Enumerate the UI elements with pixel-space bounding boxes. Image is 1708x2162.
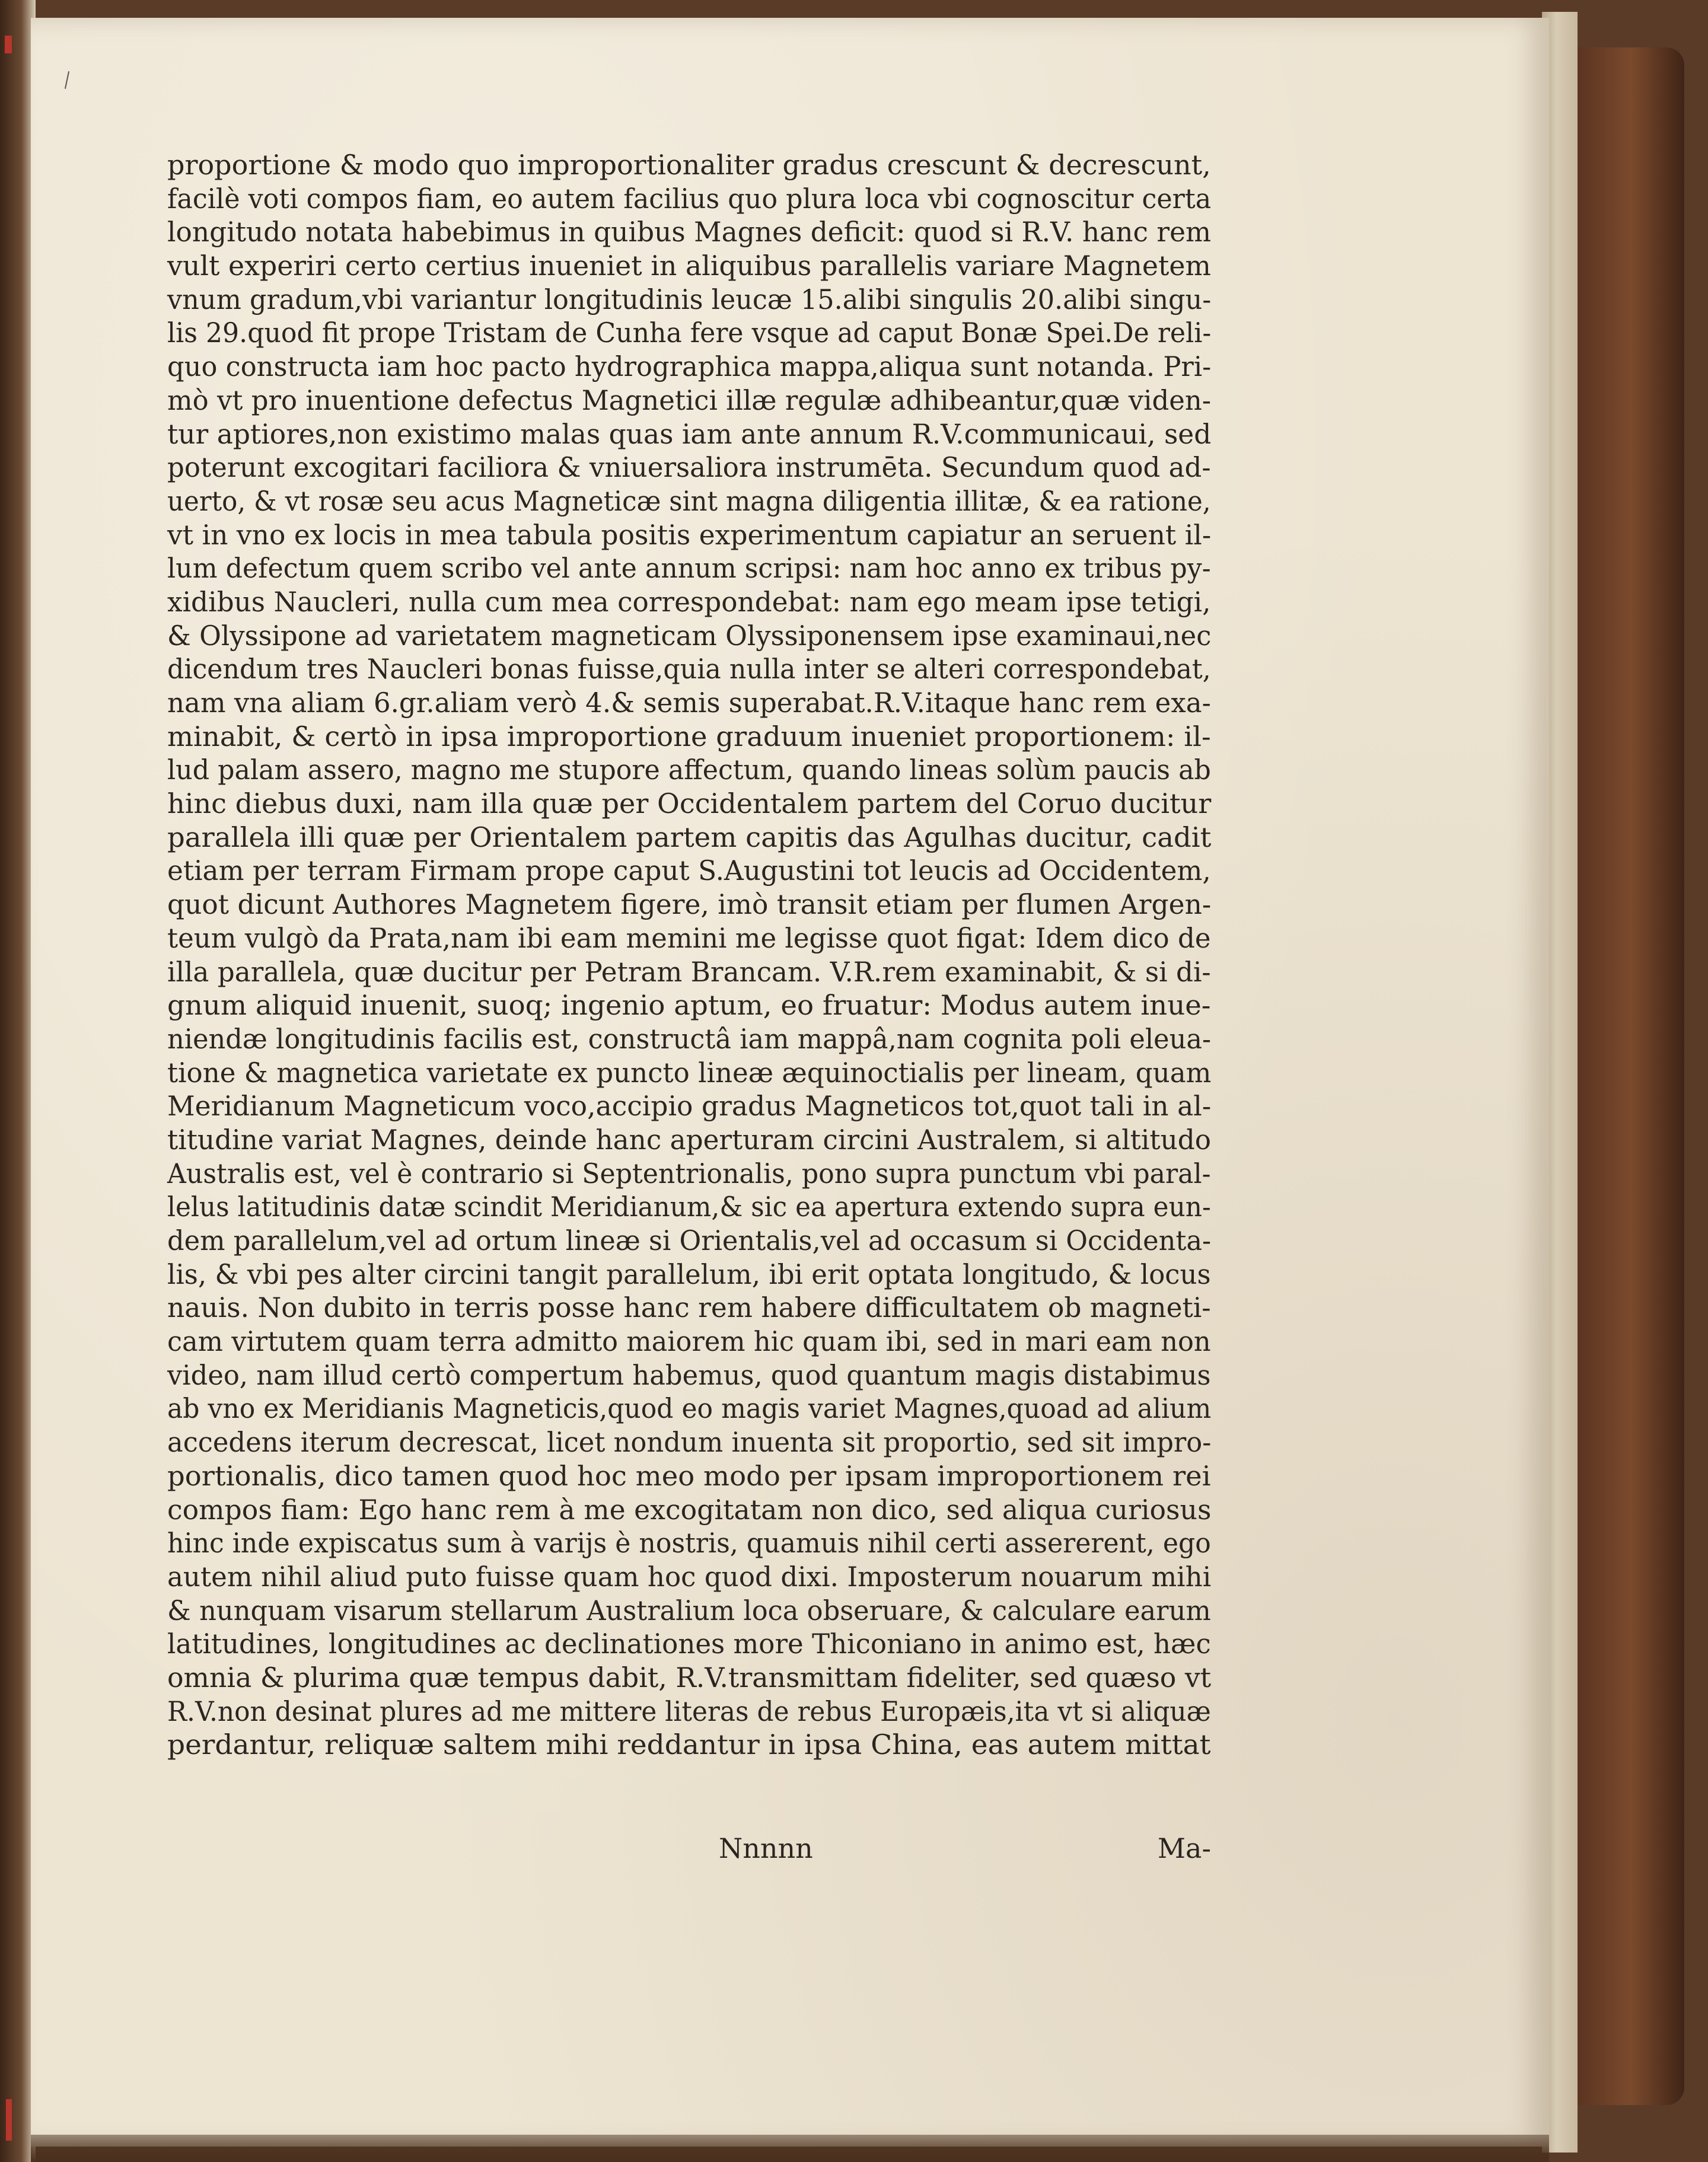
text-line: vt in vno ex locis in mea tabula positis experimentum capiatur an seruent il- [167,518,1212,551]
text-line: quot dicunt Authores Magnetem figere, imò transit etiam per flumen Argen- [167,888,1212,921]
page-bottom-shadow [31,2135,1549,2162]
text-line: illa parallela, quæ ducitur per Petram Brancam. V.R.rem examinabit, & si di- [167,955,1211,988]
text-line: ab vno ex Meridianis Magneticis,quod eo magis variet Magnes,quoad ad alium [167,1392,1212,1425]
text-line: R.V.non desinat plures ad me mittere literas de rebus Europæis,ita vt si aliquæ [167,1695,1211,1727]
text-line: accedens iterum decrescat, licet nondum inuenta sit proportio, sed sit impro- [167,1426,1212,1459]
text-line: poterunt excogitari faciliora & vniuersaliora instrumēta. Secundum quod ad- [167,451,1211,484]
ribbon-marker-bottom [6,2099,12,2141]
page-footer [167,1832,1211,1868]
text-line: video, nam illud certò compertum habemus, quod quantum magis distabimus [167,1359,1211,1391]
text-line: tur aptiores,non existimo malas quas iam ante annum R.V.communicaui, sed [167,417,1212,450]
text-line: hinc inde expiscatus sum à varijs è nostris, quamuis nihil certi assererent, ego [167,1527,1211,1560]
catchword: Ma- [1157,1832,1211,1864]
text-line: titudine variat Magnes, deinde hanc aperturam circini Australem, si altitudo [167,1123,1212,1156]
text-line: & nunquam visarum stellarum Australium loca obseruare, & calculare earum [167,1594,1211,1627]
text-line: lis, & vbi pes alter circini tangit parallelum, ibi erit optata longitudo, & locus [167,1258,1211,1290]
text-line: dicendum tres Naucleri bonas fuisse,quia nulla inter se alteri correspondebat, [167,653,1211,685]
text-line: perdantur, reliquæ saltem mihi reddantur in ipsa China, eas autem mittat [167,1729,1211,1761]
text-line: nam vna aliam 6.gr.aliam verò 4.& semis superabat.R.V.itaque hanc rem exa- [167,687,1211,719]
text-line: longitudo notata habebimus in quibus Magnes deficit: quod si R.V. hanc rem [167,216,1212,248]
binding-edge [0,0,36,2162]
text-line: vult experiri certo certius inueniet in aliquibus parallelis variare Magnetem [167,250,1211,282]
text-line: mò vt pro inuentione defectus Magnetici illæ regulæ adhibeantur,quæ viden- [167,384,1212,416]
text-line: proportione & modo quo improportionaliter gradus crescunt & decrescunt, [167,149,1211,181]
text-line: etiam per terram Firmam prope caput S.Augustini tot leucis ad Occidentem, [167,854,1211,887]
text-line: cam virtutem quam terra admitto maiorem hic quam ibi, sed in mari eam non [167,1325,1211,1358]
signature-mark: Nnnnn [719,1832,813,1864]
text-line: gnum aliquid inuenit, suoq; ingenio aptum, eo fruatur: Modus autem inue- [167,989,1211,1022]
text-line: autem nihil aliud puto fuisse quam hoc quod dixi. Imposterum nouarum mihi [167,1560,1212,1593]
text-line: lelus latitudinis datæ scindit Meridianum,& sic ea apertura extendo supra eun- [167,1191,1211,1223]
text-line: portionalis, dico tamen quod hoc meo modo per ipsam improportionem rei [167,1459,1211,1492]
text-line: Australis est, vel è contrario si Septentrionalis, pono supra punctum vbi paral- [167,1157,1211,1190]
text-line: lis 29.quod fit prope Tristam de Cunha fere vsque ad caput Bonæ Spei.De reli- [167,317,1212,349]
text-line: hinc diebus duxi, nam illa quæ per Occidentalem partem del Coruo ducitur [167,787,1212,820]
text-line: dem parallelum,vel ad ortum lineæ si Orientalis,vel ad occasum si Occidenta- [167,1225,1212,1257]
text-line: quo constructa iam hoc pacto hydrographica mappa,aliqua sunt notanda. Pri- [167,350,1212,383]
book-cover [1578,47,1684,2105]
text-line: teum vulgò da Prata,nam ibi eam memini me legisse quot figat: Idem dico de [167,921,1211,954]
text-line: parallela illi quæ per Orientalem partem capitis das Agulhas ducitur, cadit [167,821,1212,853]
text-line: latitudines, longitudines ac declinationes more Thiconiano in animo est, hæc [167,1628,1211,1660]
text-line: compos fiam: Ego hanc rem à me excogitatam non dico, sed aliqua curiosus [167,1493,1212,1526]
text-line: & Olyssipone ad varietatem magneticam Olyssiponensem ipse examinaui,nec [167,619,1212,652]
text-line: lud palam assero, magno me stupore affectum, quando lineas solùm paucis ab [167,754,1211,786]
ribbon-marker [5,36,12,53]
text-line: facilè voti compos fiam, eo autem facilius quo plura loca vbi cognoscitur certa [167,182,1212,215]
text-line: vnum gradum,vbi variantur longitudinis leucæ 15.alibi singulis 20.alibi singu- [167,283,1212,315]
text-line: niendæ longitudinis facilis est, constructâ iam mappâ,nam cognita poli eleua- [167,1022,1212,1055]
text-line: tione & magnetica varietate ex puncto lineæ æquinoctialis per lineam, quam [167,1056,1212,1089]
text-line: xidibus Naucleri, nulla cum mea correspondebat: nam ego meam ipse tetigi, [167,585,1211,618]
text-line: minabit, & certò in ipsa improportione graduum inueniet proportionem: il- [167,720,1211,752]
text-line: lum defectum quem scribo vel ante annum scripsi: nam hoc anno ex tribus py- [167,552,1211,585]
text-line: uerto, & vt rosæ seu acus Magneticæ sint magna diligentia illitæ, & ea ratione, [167,484,1211,517]
text-line: nauis. Non dubito in terris posse hanc rem habere difficultatem ob magneti- [167,1292,1211,1324]
text-line: omnia & plurima quæ tempus dabit, R.V.transmittam fideliter, sed quæso vt [167,1661,1212,1694]
text-line: Meridianum Magneticum voco,accipio gradus Magneticos tot,quot tali in al- [167,1090,1212,1123]
body-text [167,148,1211,1762]
